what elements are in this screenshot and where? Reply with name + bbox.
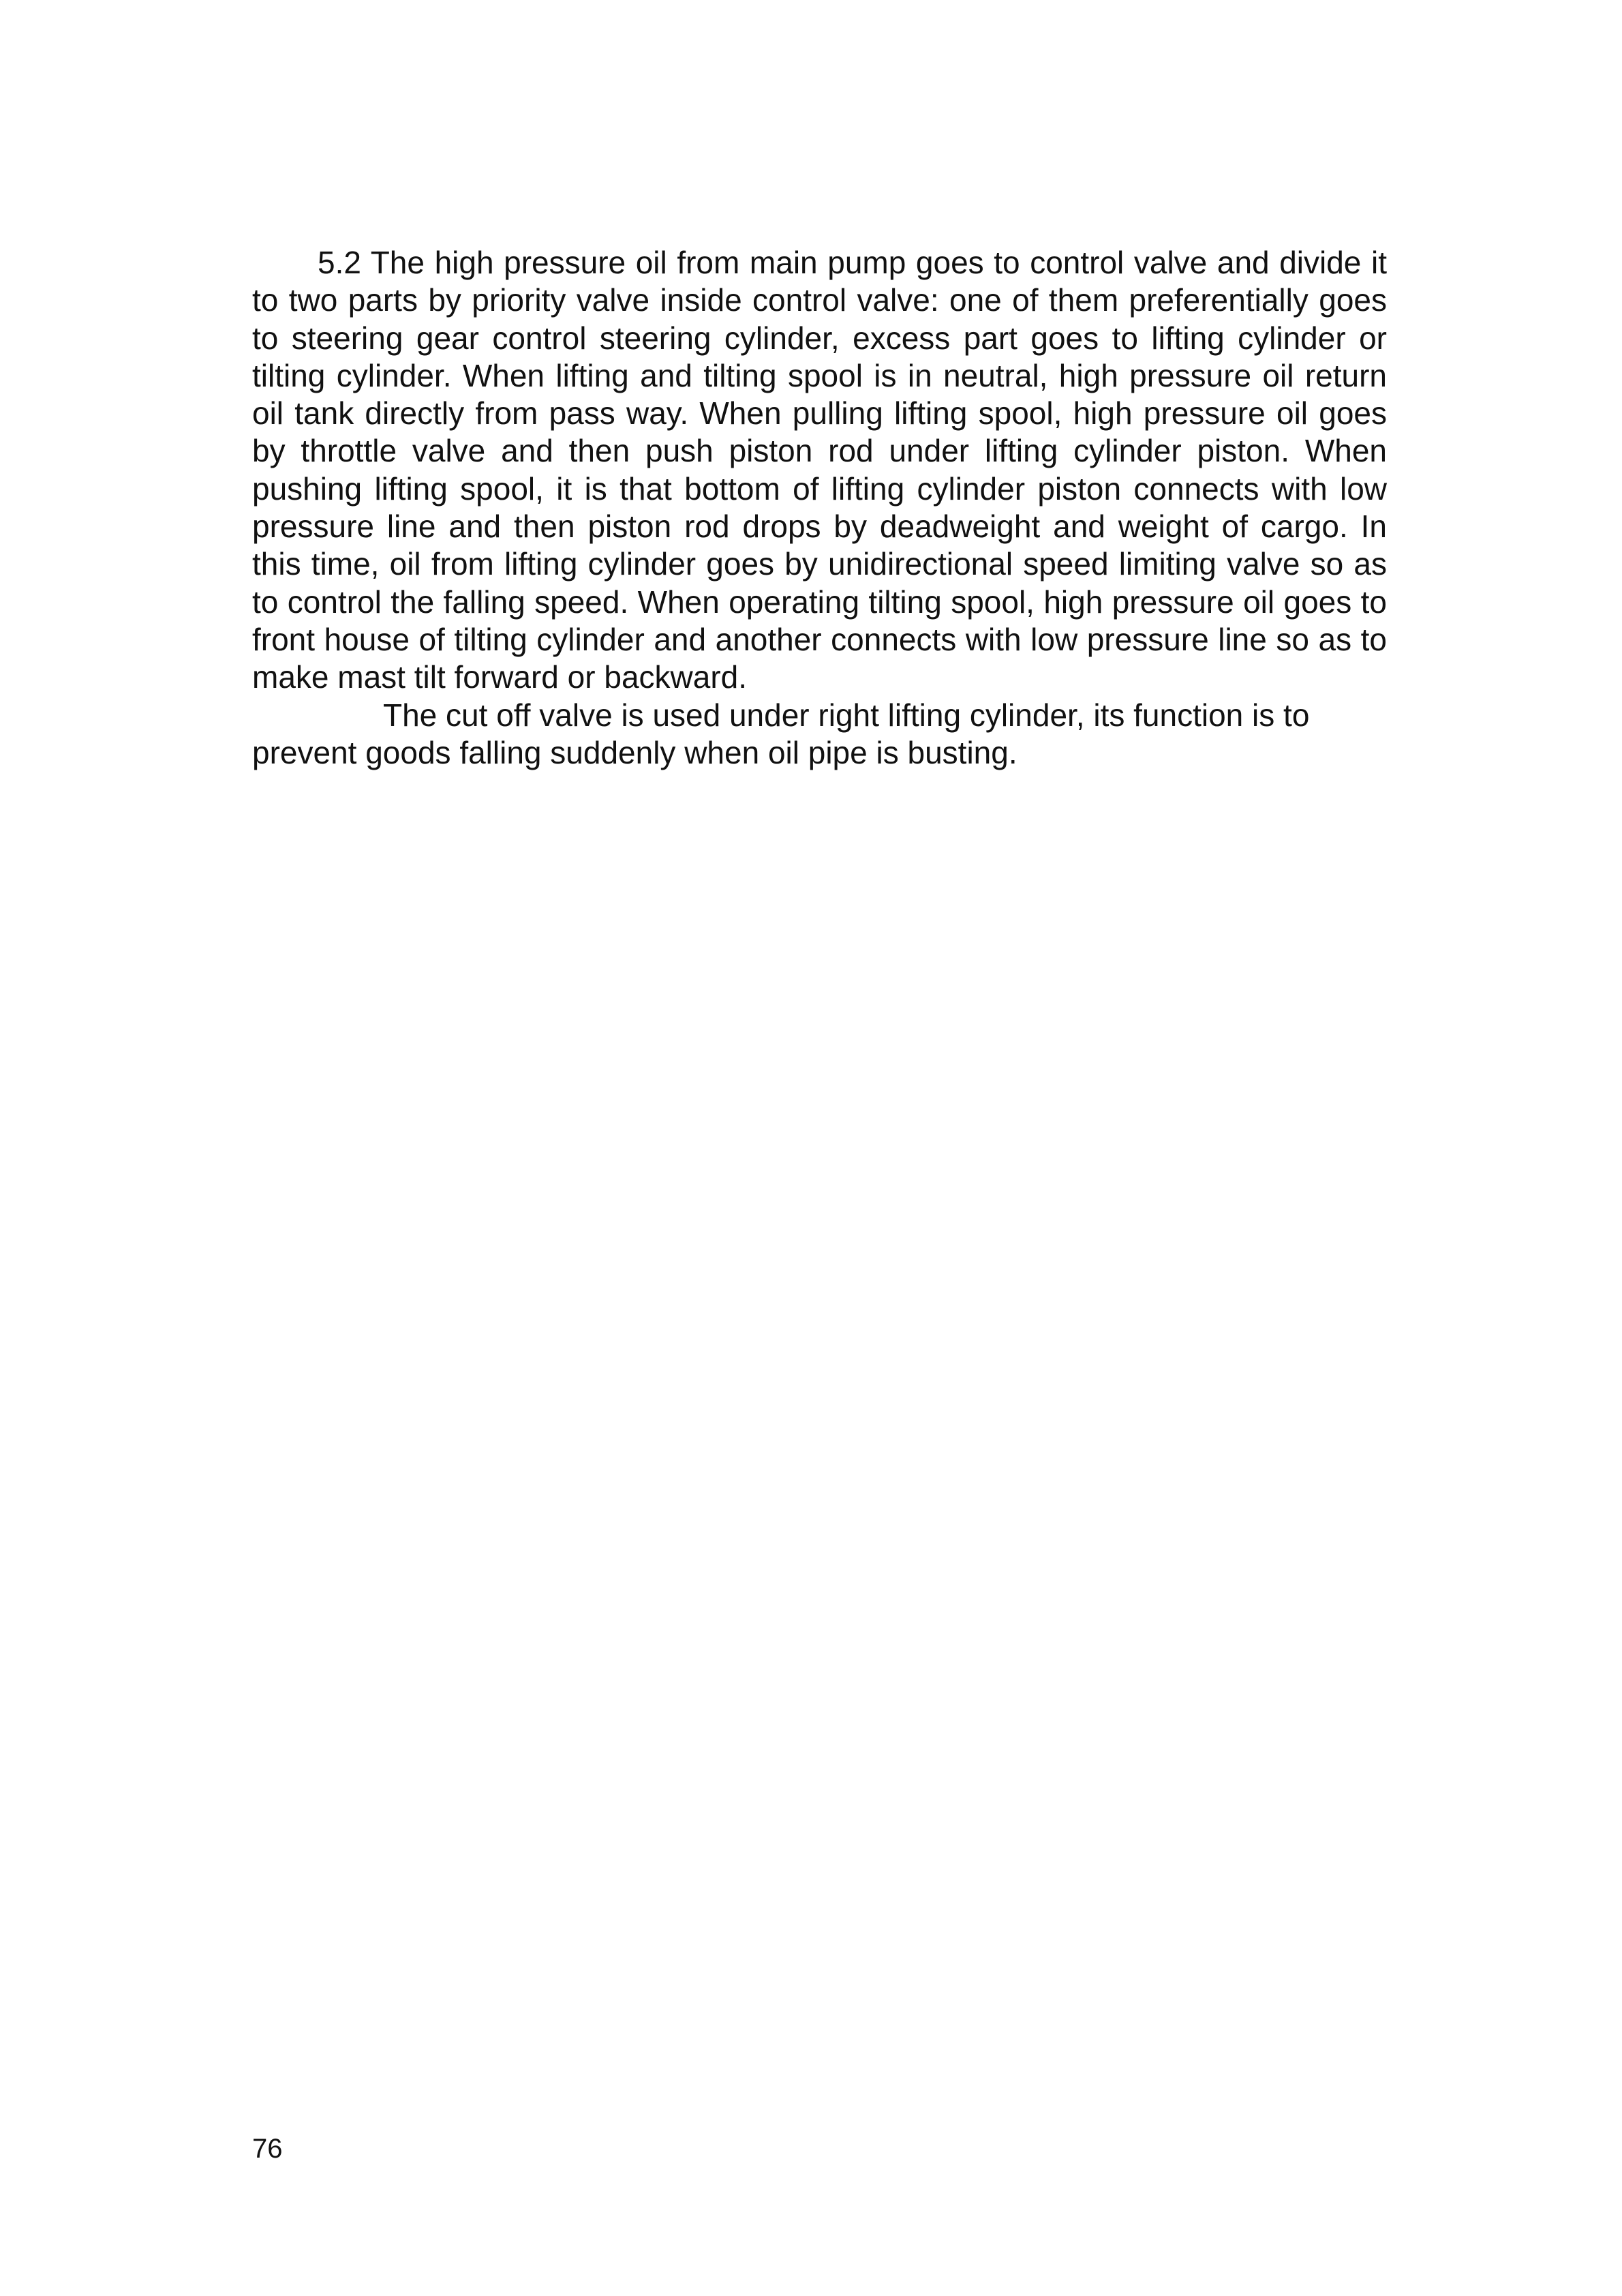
page-number: 76: [252, 2134, 283, 2164]
paragraph-cut-off-valve: The cut off valve is used under right lifting cylinder, its function is to prevent goods falling suddenly when oil pipe is busting.: [252, 697, 1310, 770]
paragraph-hydraulic-circuit: 5.2 The high pressure oil from main pump goes to control valve and divide it to two parts by priority valve inside control valve: one of them preferentially goes to steering gear control steering cylinder, excess part goes to lifting cylinder or tilting cylinder. When lifting and tilting spool is in neutral, high pressure oil return oil tank directly from pass way. When pulling lifting spool, high pressure oil goes by throttle valve and then push piston rod under lifting cylinder piston. When pushing lifting spool, it is that bottom of lifting cylinder piston connects with low pressure line and then piston rod drops by deadweight and weight of cargo. In this time, oil from lifting cylinder goes by unidirectional speed limiting valve so as to control the falling speed. When operating tilting spool, high pressure oil goes to front house of tilting cylinder and another connects with low pressure line so as to make mast tilt forward or backward.: [252, 245, 1387, 695]
body-text: [252, 244, 1387, 772]
